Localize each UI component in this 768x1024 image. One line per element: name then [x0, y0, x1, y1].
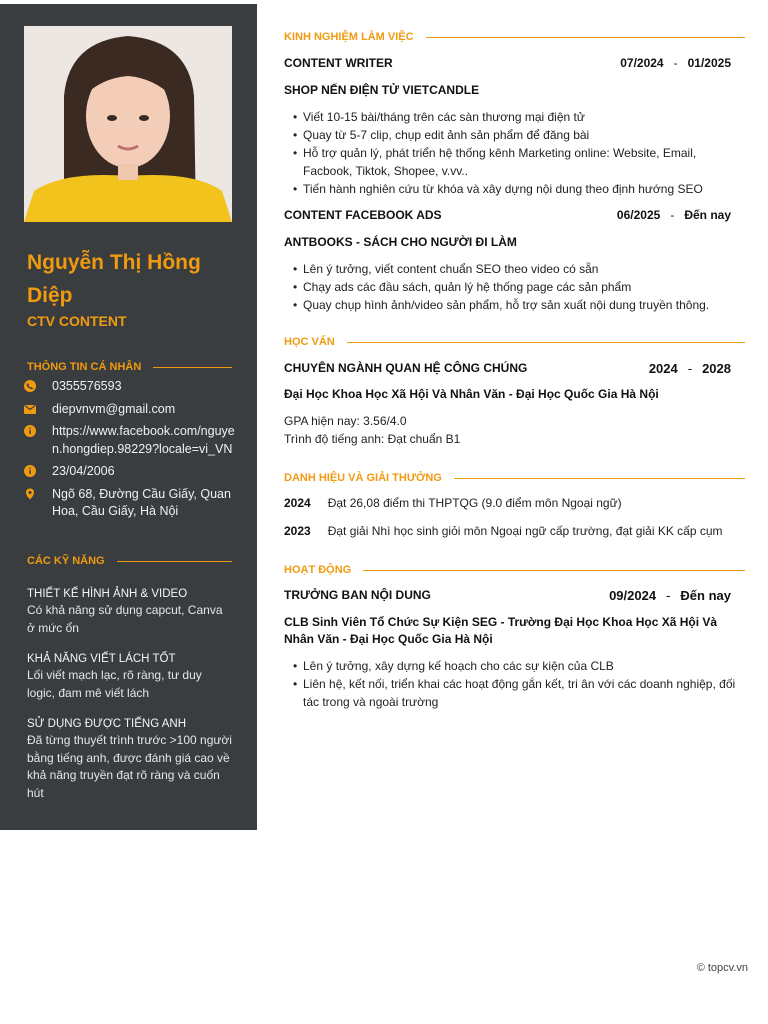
job-end-date: 01/2025: [687, 56, 731, 70]
job-title: CONTENT FACEBOOK ADS: [284, 208, 442, 222]
experience-heading-label: KINH NGHIỆM LÀM VIỆC: [284, 31, 414, 43]
skill-item: [27, 716, 232, 802]
list-item: • Quay từ 5-7 clip, chụp edit ảnh sản phẩm để đăng bài: [293, 126, 743, 144]
contact-phone: [24, 378, 239, 396]
job-company: ANTBOOKS - SÁCH CHO NGƯỜI ĐI LÀM: [284, 235, 517, 249]
skill-item: [27, 586, 232, 637]
phone-icon: [24, 380, 36, 392]
topcv-watermark: © topcv.vn: [696, 962, 748, 974]
activity-org: CLB Sinh Viên Tổ Chức Sự Kiện SEG - Trường Đại Học Khoa Học Xã Hội Và Nhân Văn - Đại Học Quốc Gia Hà Nội: [284, 615, 718, 646]
list-item: • Tiến hành nghiên cứu từ khóa và xây dựng nội dung theo định hướng SEO: [293, 180, 743, 198]
job-end-date: Đến nay: [684, 208, 731, 222]
activity-dates: [609, 588, 731, 603]
contact-facebook: [24, 423, 239, 458]
activity-duties: [293, 657, 743, 711]
heading-rule: [117, 561, 232, 562]
list-item: • Liên hệ, kết nối, triển khai các hoạt động gắn kết, tri ân với các doanh nghiệp, đối tác trong và ngoài trường: [293, 675, 743, 711]
skills-list: [27, 586, 232, 816]
awards-heading-label: DANH HIỆU VÀ GIẢI THƯỞNG: [284, 472, 442, 484]
list-item: • Lên ý tưởng, xây dựng kế hoạch cho các sự kiện của CLB: [293, 657, 743, 675]
job-start-date: 06/2025: [616, 208, 661, 222]
contact-address: [24, 486, 239, 521]
education-gpa: GPA hiện nay: 3.56/4.0: [284, 414, 407, 428]
date-separator: -: [666, 588, 671, 603]
list-item: • Lên ý tưởng, viết content chuẩn SEO theo video có sẵn: [293, 260, 743, 278]
skill-title: SỬ DỤNG ĐƯỢC TIẾNG ANH: [27, 718, 187, 730]
job-title-row: [284, 208, 731, 222]
education-dates: [649, 361, 731, 376]
phone-text: 0355576593: [52, 379, 122, 393]
activity-end: Đến nay: [680, 588, 731, 603]
list-item: • Viết 10-15 bài/tháng trên các sàn thương mại điện tử: [293, 108, 743, 126]
address-text: Ngõ 68, Đường Cầu Giấy, Quan Hoa, Cầu Giấy, Hà Nội: [52, 486, 231, 518]
job-start-date: 07/2024: [620, 56, 664, 70]
awards-heading: [284, 472, 745, 484]
job-duties: [293, 260, 743, 314]
activity-start: 09/2024: [609, 588, 657, 603]
education-end: 2028: [702, 361, 731, 376]
skill-desc: Đã từng thuyết trình trước >100 người bằng tiếng anh, được đánh giá cao về khả năng truyền đạt rõ ràng và cuốn hút: [27, 733, 232, 800]
skill-desc: Lối viết mạch lạc, rõ ràng, tư duy logic, đam mê viết lách: [27, 668, 202, 700]
skill-item: [27, 651, 232, 702]
contact-heading-label: THÔNG TIN CÁ NHÂN: [27, 361, 142, 373]
education-school: Đại Học Khoa Học Xã Hội Và Nhân Văn - Đại Học Quốc Gia Hà Nội: [284, 387, 659, 401]
contact-email: [24, 401, 239, 419]
info-icon: [24, 425, 36, 437]
job-title: CONTENT WRITER: [284, 56, 393, 70]
award-year: 2024: [284, 496, 311, 510]
contact-birthday: [24, 463, 239, 481]
award-year: 2023: [284, 524, 311, 538]
skill-desc: Có khả năng sử dụng capcut, Canva ở mức ổn: [27, 603, 223, 635]
award-text: Đạt giải Nhì học sinh giỏi môn Ngoại ngữ cấp trường, đạt giải KK cấp cụm: [327, 524, 723, 538]
skills-heading: [27, 555, 232, 567]
candidate-name: Nguyễn Thị Hồng Diệp: [27, 251, 201, 307]
activities-heading: [284, 564, 745, 576]
job-title-row: [284, 56, 731, 70]
job-dates: [617, 208, 731, 222]
location-pin-icon: [24, 488, 36, 500]
award-text: Đạt 26,08 điểm thi THPTQG (9.0 điểm môn Ngoại ngữ): [327, 496, 622, 510]
date-separator: -: [673, 56, 678, 70]
birthday-text: 23/04/2006: [52, 464, 115, 478]
email-text: diepvnvm@gmail.com: [52, 401, 176, 416]
date-separator: -: [670, 208, 675, 222]
profile-photo: [24, 26, 232, 222]
contact-list: [24, 378, 239, 526]
award-item: [284, 496, 622, 510]
job-dates: [620, 56, 731, 70]
job-duties: [293, 108, 743, 198]
education-title-row: [284, 361, 731, 376]
list-item: • Chạy ads các đầu sách, quản lý hệ thống page các sản phẩm: [293, 278, 743, 296]
education-english: Trình độ tiếng anh: Đạt chuẩn B1: [284, 432, 461, 446]
education-start: 2024: [648, 361, 678, 376]
education-heading-label: HỌC VẤN: [284, 336, 335, 348]
job-company: SHOP NẾN ĐIỆN TỬ VIETCANDLE: [284, 83, 480, 97]
facebook-link[interactable]: https://www.facebook.com/nguyen.hongdiep.98229?locale=vi_VN: [52, 424, 235, 456]
contact-heading: [27, 361, 232, 373]
skills-heading-label: CÁC KỸ NĂNG: [27, 555, 105, 567]
experience-heading: [284, 31, 745, 43]
activities-heading-label: HOẠT ĐỘNG: [284, 564, 352, 576]
candidate-role: CTV CONTENT: [27, 313, 127, 329]
heading-rule: [153, 367, 232, 368]
activity-title: TRƯỞNG BAN NỘI DUNG: [284, 588, 431, 602]
heading-rule: [454, 478, 745, 479]
email-icon: [24, 405, 36, 414]
info-icon: [24, 465, 36, 477]
heading-rule: [363, 570, 745, 571]
heading-rule: [426, 37, 745, 38]
education-major: CHUYÊN NGÀNH QUAN HỆ CÔNG CHÚNG: [284, 361, 528, 375]
date-separator: -: [687, 361, 693, 376]
award-item: [284, 524, 723, 538]
skill-title: THIẾT KẾ HÌNH ẢNH & VIDEO: [27, 588, 188, 600]
activity-title-row: [284, 588, 731, 603]
education-heading: [284, 336, 745, 348]
heading-rule: [347, 342, 745, 343]
profile-photo-image: [24, 26, 232, 222]
list-item: • Quay chụp hình ảnh/video sản phẩm, hỗ trợ sản xuất nội dung truyền thông.: [293, 296, 743, 314]
list-item: • Hỗ trợ quản lý, phát triển hệ thống kênh Marketing online: Website, Email, Facbook, Tiktok, Shopee, v.vv..: [293, 144, 743, 180]
skill-title: KHẢ NĂNG VIẾT LÁCH TỐT: [27, 653, 176, 665]
